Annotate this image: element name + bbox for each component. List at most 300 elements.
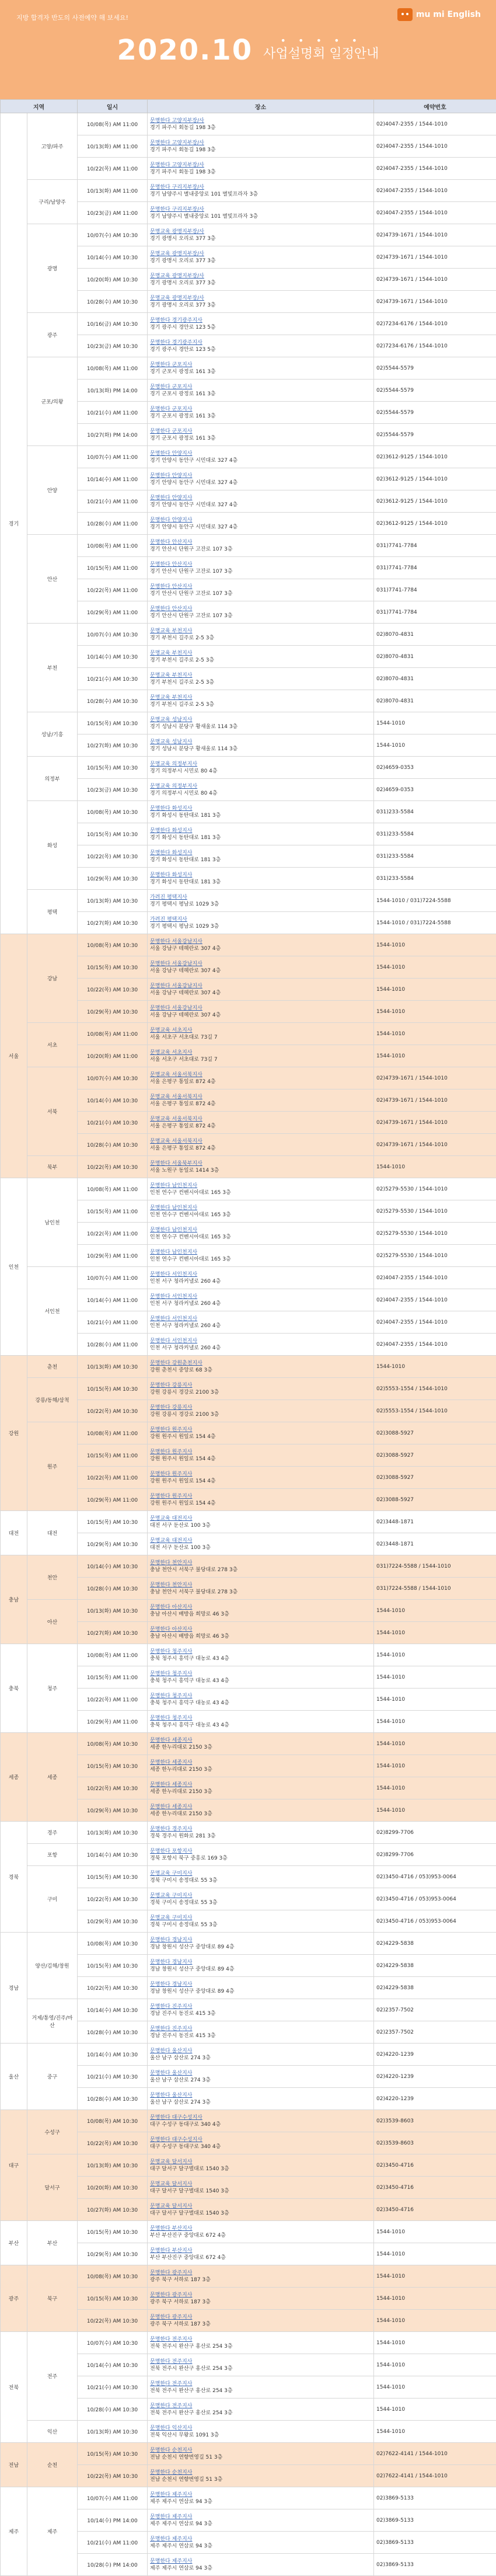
place-address: 울산 남구 삼산로 274 3층 <box>150 2077 211 2083</box>
table-row <box>1 1267 496 1289</box>
place-address: 전남 순천시 연향번영길 51 3층 <box>150 2477 222 2483</box>
place-link[interactable]: 문명교육 서울서북지사 <box>150 1072 202 1078</box>
place-cell <box>148 668 374 690</box>
place-link[interactable]: 문명교육 구미지사 <box>150 1915 192 1921</box>
place-link[interactable]: 문명교육 서울서북지사 <box>150 1116 202 1122</box>
place-cell <box>148 224 374 246</box>
place-link[interactable]: 문명한다 진주지사 <box>150 2026 192 2032</box>
place-address: 서울 은평구 통일로 872 4층 <box>150 1146 216 1151</box>
place-address: 경기 성남시 분당구 황새울로 114 3층 <box>150 724 237 730</box>
date-cell: 10/08(목) AM 10:30 <box>78 1733 148 1755</box>
table-row <box>1 1644 496 1666</box>
phone-cell: 02)4047-2355 / 1544-1010 <box>374 113 496 135</box>
date-cell: 10/15(목) AM 10:30 <box>78 1955 148 1977</box>
region-cell: 경북 <box>1 1822 27 1933</box>
place-link[interactable]: 문명한다 순천지사 <box>150 2448 192 2453</box>
date-cell: 10/14(수) AM 10:30 <box>78 1999 148 2021</box>
place-link[interactable]: 문명교육 부천지사 <box>150 628 192 634</box>
place-cell <box>148 1178 374 1200</box>
place-link[interactable]: 문명한다 경남지사 <box>150 1982 192 1987</box>
place-cell <box>148 135 374 158</box>
place-link[interactable]: 문명한다 제주지사 <box>150 2536 192 2542</box>
region-cell: 경남 <box>1 1933 27 2044</box>
place-link[interactable]: 문명한다 원주지사 <box>150 1449 192 1455</box>
schedule-table <box>0 99 496 2576</box>
place-link[interactable]: 문명한다 진주지사 <box>150 2004 192 2010</box>
place-link[interactable]: 문명한다 화성지사 <box>150 872 192 878</box>
date-cell: 10/27(화) AM 10:30 <box>78 2199 148 2221</box>
place-cell <box>148 579 374 601</box>
place-address: 대전 서구 둔산로 100 3층 <box>150 1523 211 1529</box>
date-cell: 10/21(수) AM 10:30 <box>78 2376 148 2399</box>
place-link[interactable]: 문명교육 대전지사 <box>150 1516 192 1522</box>
phone-cell: 031)7741-7784 <box>374 579 496 601</box>
place-link[interactable]: 문명한다 제주지사 <box>150 2492 192 2498</box>
place-link[interactable]: 문명한다 남인천지사 <box>150 1227 197 1233</box>
place-cell <box>148 2376 374 2399</box>
place-link[interactable]: 문명교육 의정부지사 <box>150 784 197 789</box>
place-link[interactable]: 문명한다 청주지사 <box>150 1671 192 1677</box>
table-row <box>1 1511 496 1533</box>
table-row <box>1 1844 496 1866</box>
subregion-cell: 달서구 <box>27 2154 78 2221</box>
place-link[interactable]: 문명한다 강릉지사 <box>150 1405 192 1411</box>
phone-cell: 02)5553-1554 / 1544-1010 <box>374 1400 496 1422</box>
place-address: 울산 남구 삼산로 274 3층 <box>150 2100 211 2105</box>
date-cell: 10/07(수) AM 10:30 <box>78 224 148 246</box>
place-address: 경기 안산시 단원구 고잔로 107 3층 <box>150 546 233 552</box>
place-link[interactable]: 문명교육 부천지사 <box>150 650 192 656</box>
place-link[interactable]: 문명교육 부천지사 <box>150 673 192 678</box>
date-cell: 10/29(목) AM 10:30 <box>78 1910 148 1933</box>
phone-cell: 031)233-5584 <box>374 845 496 868</box>
subregion-cell: 춘천 <box>27 1356 78 1378</box>
phone-cell: 1544-1010 <box>374 2310 496 2332</box>
place-address: 서울 강남구 테헤란로 307 4층 <box>150 946 221 952</box>
table-row <box>1 1378 496 1400</box>
place-cell <box>148 1822 374 1844</box>
phone-cell: 02)4229-5838 <box>374 1933 496 1955</box>
place-link[interactable]: 문명한다 전주지사 <box>150 2337 192 2342</box>
place-link[interactable]: 문명한다 전주지사 <box>150 2403 192 2409</box>
place-address: 경북 구미시 송정대로 55 3층 <box>150 1922 218 1928</box>
place-address: 전북 전주시 완산구 홍산로 254 3층 <box>150 2410 233 2416</box>
place-link[interactable]: 문명교육 광명지부장/사 <box>150 229 204 235</box>
place-cell <box>148 1755 374 1777</box>
place-link[interactable]: 문명한다 서울강남지사 <box>150 1005 202 1011</box>
place-cell <box>148 912 374 934</box>
table-row <box>1 1600 496 1622</box>
place-address: 서울 강남구 테헤란로 307 4층 <box>150 990 221 996</box>
place-link[interactable]: 문명한다 경주지사 <box>150 1826 192 1832</box>
place-cell <box>148 2243 374 2265</box>
date-cell: 10/28(수) PM 14:00 <box>78 2554 148 2576</box>
phone-cell: 1544-1010 <box>374 979 496 1001</box>
place-link[interactable]: 문명한다 강릉지사 <box>150 1383 192 1388</box>
date-cell: 10/14(수) AM 10:30 <box>78 1844 148 1866</box>
place-link[interactable]: 문명한다 서인천지사 <box>150 1338 197 1344</box>
place-link[interactable]: 문명한다 서인천지사 <box>150 1316 197 1322</box>
date-cell: 10/08(목) AM 11:00 <box>78 357 148 380</box>
place-cell <box>148 1045 374 1067</box>
place-cell <box>148 2487 374 2509</box>
place-link[interactable]: 문명한다 서울강남지사 <box>150 961 202 967</box>
place-address: 경기 광주시 경안로 123 5층 <box>150 325 216 330</box>
phone-cell: 02)4739-1671 / 1544-1010 <box>374 1112 496 1134</box>
place-link[interactable]: 문명한다 서울강남지사 <box>150 983 202 989</box>
place-address: 경남 창원시 성산구 중앙대로 89 4층 <box>150 1966 235 1972</box>
region-cell: 광주 <box>1 2265 27 2332</box>
place-address: 부산 부산진구 중앙대로 672 4층 <box>150 2255 226 2261</box>
phone-cell: 02)3450-4716 <box>374 2199 496 2221</box>
phone-cell: 1544-1010 <box>374 712 496 734</box>
region-cell: 전북 <box>1 2332 27 2443</box>
region-cell: 인천 <box>1 1178 27 1356</box>
page-header <box>0 0 496 99</box>
place-link[interactable]: 문명한다 고양지부장/사 <box>150 118 204 124</box>
place-cell <box>148 1644 374 1666</box>
place-link[interactable]: 문명한다 청주지사 <box>150 1649 192 1655</box>
place-link[interactable]: 문명한다 부산지사 <box>150 2226 192 2232</box>
phone-cell: 02)2357-7502 <box>374 2021 496 2044</box>
place-link[interactable]: 문명교육 광명지부장/사 <box>150 273 204 279</box>
place-link[interactable]: 문명한다 원주지사 <box>150 1471 192 1477</box>
date-cell: 10/15(목) AM 11:00 <box>78 1666 148 1689</box>
place-cell <box>148 180 374 202</box>
place-link[interactable]: 문명한다 아산지사 <box>150 1604 192 1610</box>
place-link[interactable]: 문명교육 구미지사 <box>150 1893 192 1899</box>
place-cell <box>148 1999 374 2021</box>
date-cell: 10/15(목) AM 10:30 <box>78 2221 148 2243</box>
place-cell <box>148 1334 374 1356</box>
date-cell: 10/27(화) AM 10:30 <box>78 734 148 757</box>
place-link[interactable]: 문명한다 강원춘천지사 <box>150 1360 202 1366</box>
place-link[interactable]: 문명한다 아산지사 <box>150 1627 192 1632</box>
place-cell <box>148 490 374 513</box>
phone-cell: 1544-1010 <box>374 1666 496 1689</box>
brand-logo[interactable] <box>397 8 481 21</box>
place-cell <box>148 1777 374 1799</box>
phone-cell: 02)3869-5133 <box>374 2487 496 2509</box>
date-cell: 10/22(목) AM 10:30 <box>78 979 148 1001</box>
subregion-cell: 구리/남양주 <box>27 180 78 224</box>
place-link[interactable]: 문명한다 세종지사 <box>150 1782 192 1788</box>
place-address: 강원 원주시 원일로 154 4층 <box>150 1434 216 1440</box>
place-cell <box>148 1666 374 1689</box>
place-link[interactable]: 문명한다 울산지사 <box>150 2048 192 2054</box>
place-link[interactable]: 문명한다 고양지부장/사 <box>150 162 204 168</box>
place-address: 전북 익산시 무왕로 1091 3층 <box>150 2432 219 2438</box>
place-address: 충북 청주시 흥덕구 대농로 43 4층 <box>150 1700 229 1706</box>
place-address: 경기 부천시 길주로 2-5 3층 <box>150 702 214 708</box>
place-address: 전북 전주시 완산구 홍산로 254 3층 <box>150 2366 233 2372</box>
place-link[interactable]: 문명교육 성남지사 <box>150 739 192 745</box>
phone-cell: 1544-1010 <box>374 956 496 979</box>
place-link[interactable]: 문명한다 서울강남지사 <box>150 939 202 945</box>
table-row <box>1 1933 496 1955</box>
place-link[interactable]: 문명한다 화성지사 <box>150 806 192 812</box>
table-row <box>1 2265 496 2288</box>
place-link[interactable]: 문명한다 세종지사 <box>150 1760 192 1766</box>
place-address: 경기 파주시 회동길 198 3층 <box>150 125 216 131</box>
place-link[interactable]: 문명교육 구미지사 <box>150 1871 192 1877</box>
phone-cell: 031)7741-7784 <box>374 535 496 557</box>
place-link[interactable]: 문명한다 전주지사 <box>150 2381 192 2387</box>
date-cell: 10/22(목) AM 11:00 <box>78 158 148 180</box>
place-link[interactable]: 문명한다 익산지사 <box>150 2425 192 2431</box>
place-address: 경기 남양주시 별내중앙로 101 별빛프라자 3층 <box>150 214 258 220</box>
place-link[interactable]: 문명한다 세종지사 <box>150 1738 192 1743</box>
place-link[interactable]: 문명한다 청주지사 <box>150 1693 192 1699</box>
place-link[interactable]: 문명한다 안산지사 <box>150 606 192 612</box>
place-link[interactable]: 문명한다 안산지사 <box>150 584 192 590</box>
place-cell <box>148 1422 374 1444</box>
place-cell <box>148 1844 374 1866</box>
place-link[interactable]: 문명한다 서인천지사 <box>150 1294 197 1300</box>
place-link[interactable]: 문명한다 군포지사 <box>150 384 192 390</box>
place-link[interactable]: 문명한다 안양지사 <box>150 495 192 501</box>
place-cell <box>148 446 374 468</box>
place-link[interactable]: 문명한다 군포지사 <box>150 429 192 434</box>
place-link[interactable]: 문명한다 경남지사 <box>150 1959 192 1965</box>
region-cell: 세종 <box>1 1733 27 1822</box>
place-address: 대전 서구 둔산로 100 3층 <box>150 1545 211 1551</box>
place-cell <box>148 1311 374 1334</box>
region-cell: 대전 <box>1 1511 27 1555</box>
place-link[interactable]: 문명한다 제주지사 <box>150 2558 192 2564</box>
place-link[interactable]: 문명한다 서울북부지사 <box>150 1161 202 1167</box>
table-row <box>1 1822 496 1844</box>
table-row <box>1 113 496 135</box>
place-cell <box>148 734 374 757</box>
place-link[interactable]: 문명한다 부산지사 <box>150 2248 192 2254</box>
place-link[interactable]: 문명한다 구리지부장/사 <box>150 185 204 190</box>
phone-cell: 02)8070-4831 <box>374 690 496 712</box>
place-link[interactable]: 문명한다 울산지사 <box>150 2093 192 2098</box>
place-cell <box>148 757 374 779</box>
page-year: 2020.10 <box>117 34 253 67</box>
place-address: 충북 청주시 흥덕구 대농로 43 4층 <box>150 1722 229 1728</box>
subregion-cell: 서초 <box>27 1023 78 1067</box>
place-link[interactable]: 문명교육 서초지사 <box>150 1028 192 1033</box>
table-row <box>1 2421 496 2443</box>
phone-cell: 02)3088-5927 <box>374 1467 496 1489</box>
place-link[interactable]: 문명교육 의정부지사 <box>150 761 197 767</box>
place-address: 인천 연수구 컨벤시아대로 165 3층 <box>150 1234 231 1240</box>
place-link[interactable]: 문명한다 대구수성지사 <box>150 2137 202 2143</box>
place-link[interactable]: 문명교육 달서지사 <box>150 2159 192 2165</box>
place-link[interactable]: 문명한다 군포지사 <box>150 362 192 368</box>
place-link[interactable]: 문명교육 서울서북지사 <box>150 1139 202 1144</box>
subregion-cell: 서인천 <box>27 1267 78 1356</box>
place-link[interactable]: 문명한다 안산지사 <box>150 562 192 568</box>
place-address: 경기 평택시 평남로 1029 3층 <box>150 901 219 907</box>
phone-cell: 02)5544-5579 <box>374 357 496 380</box>
date-cell: 10/15(목) AM 11:00 <box>78 557 148 579</box>
place-link[interactable]: 문명한다 안산지사 <box>150 539 192 545</box>
place-link[interactable]: 문명한다 광주지사 <box>150 2292 192 2298</box>
phone-cell: 02)4047-2355 / 1544-1010 <box>374 1311 496 1334</box>
phone-cell: 02)5279-5530 / 1544-1010 <box>374 1223 496 1245</box>
place-link[interactable]: 문명한다 포항지사 <box>150 1849 192 1854</box>
place-link[interactable]: 문명교육 광명지부장/사 <box>150 295 204 301</box>
place-link[interactable]: 문명한다 광주지사 <box>150 2314 192 2320</box>
place-link[interactable]: 문명한다 안양지사 <box>150 517 192 523</box>
subregion-cell: 포항 <box>27 1844 78 1866</box>
phone-cell: 02)4047-2355 / 1544-1010 <box>374 1289 496 1311</box>
place-link[interactable]: 문명한다 경남지사 <box>150 1937 192 1943</box>
phone-cell: 02)4229-5838 <box>374 1955 496 1977</box>
phone-cell: 02)4047-2355 / 1544-1010 <box>374 180 496 202</box>
table-row <box>1 2154 496 2177</box>
place-link[interactable]: 문명한다 광주지사 <box>150 2270 192 2276</box>
date-cell: 10/13(화) PM 14:00 <box>78 380 148 402</box>
place-address: 세종 한누리대로 2150 3층 <box>150 1745 212 1750</box>
place-link[interactable]: 문명한다 울산지사 <box>150 2070 192 2076</box>
phone-cell: 02)3869-5133 <box>374 2532 496 2554</box>
place-link[interactable]: 문명교육 성남지사 <box>150 717 192 723</box>
place-link[interactable]: 문명한다 안양지사 <box>150 473 192 479</box>
date-cell: 10/08(목) AM 10:30 <box>78 801 148 823</box>
place-address: 경기 파주시 회동길 198 3층 <box>150 147 216 153</box>
place-link[interactable]: 문명교육 광명지부장/사 <box>150 251 204 257</box>
phone-cell: 02)4047-2355 / 1544-1010 <box>374 158 496 180</box>
place-cell <box>148 1977 374 1999</box>
phone-cell: 02)3450-4716 <box>374 2177 496 2199</box>
place-cell <box>148 1711 374 1733</box>
column-header-region: 지역 <box>1 100 78 113</box>
place-link[interactable]: 문명교육 달서지사 <box>150 2203 192 2209</box>
place-link[interactable]: 문명한다 순천지사 <box>150 2470 192 2476</box>
date-cell: 10/20(화) AM 10:30 <box>78 2177 148 2199</box>
place-link[interactable]: 문명한다 구리지부장/사 <box>150 207 204 213</box>
place-link[interactable]: 문명한다 경기광주지사 <box>150 318 202 323</box>
phone-cell: 02)3088-5927 <box>374 1422 496 1444</box>
phone-cell: 02)4220-1239 <box>374 2066 496 2088</box>
place-link[interactable]: 문명한다 안양지사 <box>150 451 192 457</box>
date-cell: 10/08(목) AM 11:00 <box>78 1178 148 1200</box>
place-address: 인천 연수구 컨벤시아대로 165 3층 <box>150 1256 231 1262</box>
region-cell: 대구 <box>1 2110 27 2221</box>
place-link[interactable]: 문명교육 대전지사 <box>150 1538 192 1544</box>
place-link[interactable]: 문명한다 원주지사 <box>150 1427 192 1433</box>
phone-cell: 02)3448-1871 <box>374 1533 496 1555</box>
date-cell: 10/29(목) AM 10:30 <box>78 1533 148 1555</box>
phone-cell: 02)3869-5133 <box>374 2554 496 2576</box>
date-cell: 10/14(수) AM 10:30 <box>78 646 148 668</box>
place-address: 전남 순천시 연향번영길 51 3층 <box>150 2455 222 2460</box>
place-link[interactable]: 문명한다 화성지사 <box>150 828 192 834</box>
place-link[interactable]: 가려진 평택지사 <box>150 917 187 923</box>
table-row <box>1 624 496 646</box>
phone-cell: 02)7234-6176 / 1544-1010 <box>374 335 496 357</box>
phone-cell: 02)3450-4716 / 053)953-0064 <box>374 1866 496 1888</box>
place-link[interactable]: 문명교육 서울서북지사 <box>150 1094 202 1100</box>
place-address: 서울 서초구 서초대로 73길 7 <box>150 1057 218 1063</box>
phone-cell: 02)3539-8603 <box>374 2110 496 2132</box>
place-address: 경기 광명시 오리로 377 3층 <box>150 280 216 286</box>
place-address: 경기 부천시 길주로 2-5 3층 <box>150 635 214 641</box>
place-link[interactable]: 문명교육 서초지사 <box>150 1050 192 1056</box>
date-cell: 10/27(화) AM 10:30 <box>78 1622 148 1644</box>
table-row <box>1 2487 496 2509</box>
date-cell: 10/21(수) AM 10:30 <box>78 1112 148 1134</box>
phone-cell: 02)3450-4716 / 053)953-0064 <box>374 1888 496 1910</box>
place-link[interactable]: 문명한다 고양지부장/사 <box>150 140 204 146</box>
date-cell: 10/13(화) AM 11:00 <box>78 180 148 202</box>
place-link[interactable]: 문명한다 천안지사 <box>150 1582 192 1588</box>
place-link[interactable]: 문명교육 달서지사 <box>150 2181 192 2187</box>
date-cell: 10/20(화) AM 11:00 <box>78 1045 148 1067</box>
phone-cell: 1544-1010 <box>374 2243 496 2265</box>
date-cell: 10/07(수) AM 10:30 <box>78 2332 148 2354</box>
phone-cell: 1544-1010 <box>374 1689 496 1711</box>
subregion-cell: 순천 <box>27 2443 78 2487</box>
place-cell <box>148 1910 374 1933</box>
subregion-cell: 제주 <box>27 2487 78 2576</box>
place-cell <box>148 2221 374 2243</box>
place-link[interactable]: 문명한다 경기광주지사 <box>150 340 202 346</box>
date-cell: 10/22(목) AM 11:00 <box>78 1467 148 1489</box>
phone-cell: 1544-1010 <box>374 1799 496 1822</box>
table-row <box>1 757 496 779</box>
phone-cell: 02)7622-4141 / 1544-1010 <box>374 2443 496 2465</box>
date-cell: 10/22(목) AM 10:30 <box>78 1777 148 1799</box>
date-cell: 10/15(목) AM 10:30 <box>78 1511 148 1533</box>
place-cell <box>148 1289 374 1311</box>
date-cell: 10/22(목) AM 10:30 <box>78 1888 148 1910</box>
place-link[interactable]: 가려진 평택지사 <box>150 894 187 900</box>
place-cell <box>148 1600 374 1622</box>
table-row <box>1 1023 496 1045</box>
place-link[interactable]: 문명한다 천안지사 <box>150 1560 192 1566</box>
place-link[interactable]: 문명한다 세종지사 <box>150 1804 192 1810</box>
place-address: 서울 은평구 통일로 872 4층 <box>150 1079 216 1085</box>
place-link[interactable]: 문명한다 대구수성지사 <box>150 2115 202 2121</box>
table-row <box>1 2110 496 2132</box>
phone-cell: 1544-1010 <box>374 1356 496 1378</box>
date-cell: 10/08(목) AM 11:00 <box>78 1644 148 1666</box>
title-dots: • • • • • <box>281 38 362 44</box>
date-cell: 10/13(화) AM 10:30 <box>78 1356 148 1378</box>
subregion-cell: 대전 <box>27 1511 78 1555</box>
place-link[interactable]: 문명한다 화성지사 <box>150 850 192 856</box>
place-cell <box>148 2332 374 2354</box>
place-address: 세종 한누리대로 2150 3층 <box>150 1811 212 1817</box>
place-link[interactable]: 문명한다 원주지사 <box>150 1494 192 1499</box>
place-link[interactable]: 문명한다 남인천지사 <box>150 1205 197 1211</box>
place-link[interactable]: 문명한다 남인천지사 <box>150 1249 197 1255</box>
place-address: 광주 북구 서하로 187 3층 <box>150 2321 211 2327</box>
date-cell: 10/28(수) AM 10:30 <box>78 690 148 712</box>
place-cell <box>148 2154 374 2177</box>
phone-cell: 02)3612-9125 / 1544-1010 <box>374 468 496 490</box>
place-link[interactable]: 문명한다 서인천지사 <box>150 1272 197 1277</box>
place-link[interactable]: 문명한다 군포지사 <box>150 406 192 412</box>
subregion-cell: 부산 <box>27 2221 78 2265</box>
place-cell <box>148 313 374 335</box>
place-address: 충남 천안시 서북구 불당대로 278 3층 <box>150 1589 237 1595</box>
place-link[interactable]: 문명한다 제주지사 <box>150 2514 192 2520</box>
place-link[interactable]: 문명한다 전주지사 <box>150 2359 192 2365</box>
place-cell <box>148 513 374 535</box>
place-link[interactable]: 문명교육 부천지사 <box>150 695 192 701</box>
place-link[interactable]: 문명한다 청주지사 <box>150 1715 192 1721</box>
top-note: 지방 합격자 반도의 사전예약 해 보세요! <box>16 13 128 22</box>
place-link[interactable]: 문명한다 남인천지사 <box>150 1183 197 1189</box>
region-cell: 울산 <box>1 2044 27 2110</box>
place-cell <box>148 2465 374 2487</box>
